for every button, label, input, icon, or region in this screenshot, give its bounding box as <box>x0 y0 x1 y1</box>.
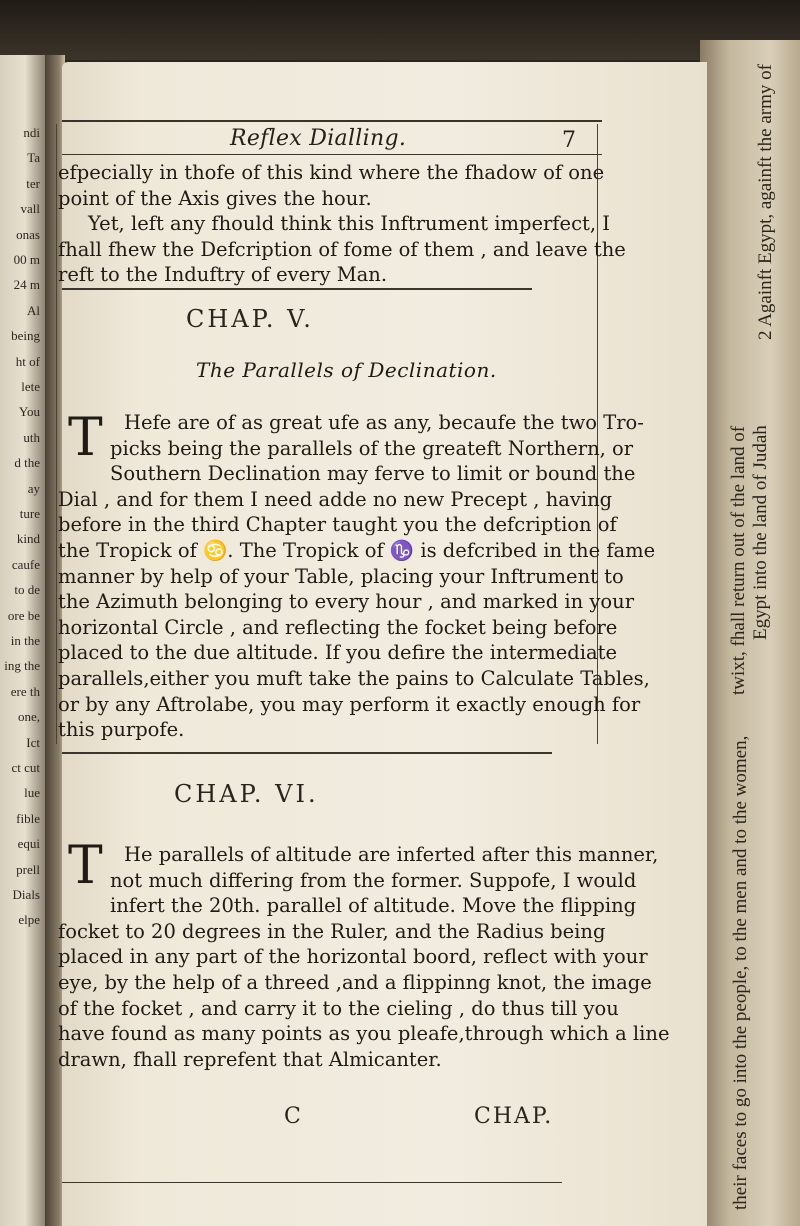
left-page-fragment: to de <box>14 582 40 598</box>
left-page-fragment: Ta <box>27 150 40 166</box>
header-rule <box>62 120 602 122</box>
text-line: efpecially in thofe of this kind where the fhadow of one <box>58 161 605 184</box>
left-page-fragment: ay <box>27 480 40 496</box>
left-page-fragment: ht of <box>15 353 40 369</box>
left-page-fragment: caufe <box>11 556 40 572</box>
left-page-fragment: equi <box>17 836 40 852</box>
text-line: or by any Aftrolabe, you may perform it exactly enough for <box>58 692 641 716</box>
left-page-fragment: lue <box>24 785 40 801</box>
right-page-line: Egypt into the land of Judah <box>750 425 771 640</box>
left-page-fragment: in the <box>10 633 40 648</box>
left-page-fragment: 00 m <box>13 252 40 267</box>
text-line: have found as many points as you pleafe,through which a line <box>58 1022 670 1046</box>
intro-paragraph <box>58 160 626 288</box>
text-line: focket to 20 degrees in the Ruler, and the Radius being <box>58 919 606 943</box>
text-line: manner by help of your Table, placing your Inftrument to <box>58 564 624 588</box>
left-page-fragment: ndi <box>23 125 40 140</box>
left-page-fragment: ere th <box>10 683 40 699</box>
left-page-fragment: Dials <box>12 887 40 902</box>
bottom-rule <box>62 1182 562 1183</box>
left-page-fragment: fible <box>16 810 40 826</box>
chapter-subheading: The Parallels of Declination. <box>196 358 497 382</box>
page-number: 7 <box>562 128 576 153</box>
text-line: Yet, left any fhould think this Inftrument imperfect, I <box>88 212 610 236</box>
left-page-fragment: lete <box>21 379 40 394</box>
text-line: placed in any part of the horizontal boord, reflect with your <box>58 945 648 969</box>
left-page-fragment: elpe <box>18 912 40 928</box>
catchword-left: C <box>284 1104 303 1129</box>
text-line: of the focket , and carry it to the cieling , do thus till you <box>58 996 619 1020</box>
left-page-fragment: vall <box>20 201 40 217</box>
left-page-fragment: kind <box>16 531 40 547</box>
text-line: reft to the Induftry of every Man. <box>58 263 388 287</box>
left-page-fragment: being <box>11 328 40 344</box>
text-line: eye, by the help of a threed ,and a flippinng knot, the image <box>58 970 652 994</box>
left-page-fragment: ture <box>19 506 40 521</box>
text-line: parallels,either you muft take the pains to Calculate Tables, <box>58 666 650 690</box>
right-page-line: twixt, fhall return out of the land of <box>728 425 749 695</box>
chapter-6-paragraph <box>58 836 670 1072</box>
left-page-fragment: uth <box>23 429 40 445</box>
left-page-fragment: 24 m <box>13 277 40 293</box>
left-page-fragment: ore be <box>7 607 40 623</box>
text-line: horizontal Circle , and reflecting the focket being before <box>58 615 618 639</box>
text-line: Southern Declination may ferve to limit or bound the <box>110 462 636 486</box>
text-line: point of the Axis gives the hour. <box>58 186 372 210</box>
text-line: Hefe are of as great ufe as any, becaufe the two Tro- <box>124 411 644 434</box>
text-line: picks being the parallels of the greateft Northern, or <box>110 436 634 460</box>
text-line: not much differing from the former. Suppofe, I would <box>110 868 637 892</box>
text-line: fhall fhew the Defcription of fome of them , and leave the <box>58 237 626 261</box>
text-line: drawn, fhall reprefent that Almicanter. <box>58 1047 442 1071</box>
text-line: placed to the due altitude. If you defire the intermediate <box>58 641 618 665</box>
chapter-heading: CHAP. V. <box>186 305 314 333</box>
left-facing-page <box>0 55 45 1226</box>
left-page-fragment: ing the <box>4 658 40 674</box>
left-page-fragment: Al <box>27 302 40 318</box>
left-page-fragment: ct cut <box>11 760 40 775</box>
right-page-line: their faces to go into the people, to the men and to the women, <box>730 735 751 1210</box>
text-line: infert the 20th. parallel of altitude. Move the flipping <box>110 894 637 918</box>
left-page-fragment: ter <box>26 175 40 191</box>
text-line: this purpofe. <box>58 718 185 742</box>
text-line: the Azimuth belonging to every hour , and marked in your <box>58 590 635 614</box>
running-head: Reflex Dialling. <box>230 126 407 151</box>
left-page-fragment: prell <box>16 861 40 877</box>
section-divider <box>62 752 552 754</box>
text-line: the Tropick of ♋. The Tropick of ♑ is defcribed in the fame <box>58 538 656 562</box>
drop-cap: T <box>68 408 103 468</box>
left-page-fragment: d the <box>14 455 40 471</box>
drop-cap: T <box>68 836 103 896</box>
header-underline <box>62 154 602 155</box>
page-frame-left <box>56 124 57 744</box>
chapter-5-paragraph <box>58 410 656 743</box>
right-page-line: 2 Againft Egypt, againft the army of <box>755 64 776 340</box>
scan-background-top <box>0 0 800 60</box>
left-page-fragment: one, <box>17 709 40 725</box>
left-page-fragment: You <box>18 404 40 420</box>
text-line: before in the third Chapter taught you the defcription of <box>58 513 617 537</box>
left-page-fragment: Ict <box>26 734 40 750</box>
section-divider <box>62 288 532 290</box>
catchword: CHAP. <box>474 1104 554 1129</box>
text-line: Dial , and for them I need adde no new Precept , having <box>58 487 613 511</box>
text-line: He parallels of altitude are inferted after this manner, <box>124 843 659 866</box>
right-facing-page <box>700 40 800 1226</box>
chapter-heading: CHAP. VI. <box>174 780 319 808</box>
left-page-fragment: onas <box>16 226 40 242</box>
book-page <box>58 62 707 1226</box>
